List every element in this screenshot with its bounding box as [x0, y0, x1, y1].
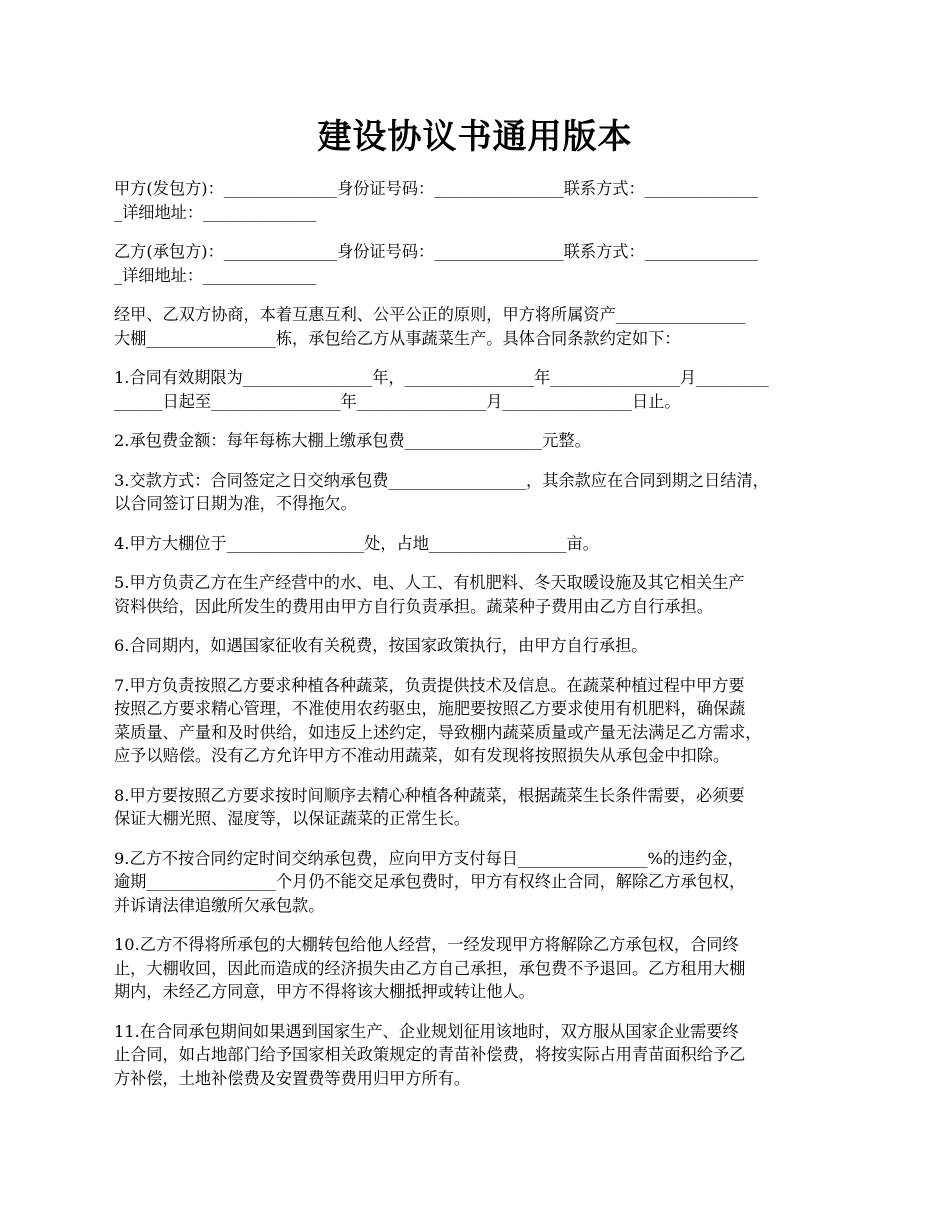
preamble: 经甲、乙双方协商，本着互惠互利、公平公正的原则，甲方将所属资产________________ 大棚________________栋，承包给乙方从事蔬菜生产。具体合同条款约定如下： [114, 305, 746, 348]
clause-6: 6.合同期内，如遇国家征收有关税费，按国家政策执行，由甲方自行承担。 [114, 636, 648, 655]
clause-9: 9.乙方不按合同约定时间交纳承包费，应向甲方支付每日________________%的违约金， 逾期________________个月仍不能交足承包费时，甲方有权终止合同，解除乙方承包权， 并诉请法律追缴所欠承包款。 [114, 848, 746, 915]
clause-7: 7.甲方负责按照乙方要求种植各种蔬菜，负责提供技术及信息。在蔬菜种植过程中甲方要 按照乙方要求精心管理，不准使用农药驱虫，施肥要按照乙方要求使用有机肥料，确保蔬 菜质量、产量和及时供给，如违反上述约定，导致棚内蔬菜质量或产量无法满足乙方需求， 应予以赔偿。没有乙方允许甲方不准动用蔬菜，如有发现将按照损失从承包金中扣除。 [114, 675, 762, 765]
clause-11: 11.在合同承包期间如果遇到国家生产、企业规划征用该地时，双方服从国家企业需要终 止合同，如占地部门给予国家相关政策规定的青苗补偿费，将按实际占用青苗面积给予乙 方补偿，土地补偿费及安置费等费用归甲方所有。 [114, 1021, 746, 1088]
clause-3: 3.交款方式：合同签定之日交纳承包费_________________，其余款应在合同到期之日结清， 以合同签订日期为准，不得拖欠。 [114, 470, 769, 513]
document-title: 建设协议书通用版本 [317, 117, 633, 157]
clause-5: 5.甲方负责乙方在生产经营中的水、电、人工、有机肥料、冬天取暖设施及其它相关生产 资料供给，因此所发生的费用由甲方自行负责承担。蔬菜种子费用由乙方自行承担。 [114, 573, 745, 616]
clause-2: 2.承包费金额：每年每栋大棚上缴承包费_________________元整。 [114, 431, 591, 450]
clause-10: 10.乙方不得将所承包的大棚转包给他人经营，一经发现甲方将解除乙方承包权，合同终 止，大棚收回，因此而造成的经济损失由乙方自己承担，承包费不予退回。乙方租用大棚 期内，未经乙方同意，甲方不得将该大棚抵押或转让他人。 [114, 935, 746, 1001]
clause-1: 1.合同有效期限为________________年，________________年________________月_________ ______日起至________________年________________月________________日止。 [114, 368, 769, 411]
clause-4: 4.甲方大棚位于_________________处，占地_________________亩。 [114, 533, 599, 553]
clause-8: 8.甲方要按照乙方要求按时间顺序去精心种植各种蔬菜，根据蔬菜生长条件需要，必须要 保证大棚光照、湿度等，以保证蔬菜的正常生长。 [114, 785, 745, 828]
document-body [114, 177, 839, 1106]
party-b-info: 乙方(承包方)：______________身份证号码：________________联系方式：______________ _详细地址：______________ [114, 242, 758, 285]
party-a-info: 甲方(发包方)：______________身份证号码：________________联系方式：______________ _详细地址：______________ [114, 179, 758, 222]
